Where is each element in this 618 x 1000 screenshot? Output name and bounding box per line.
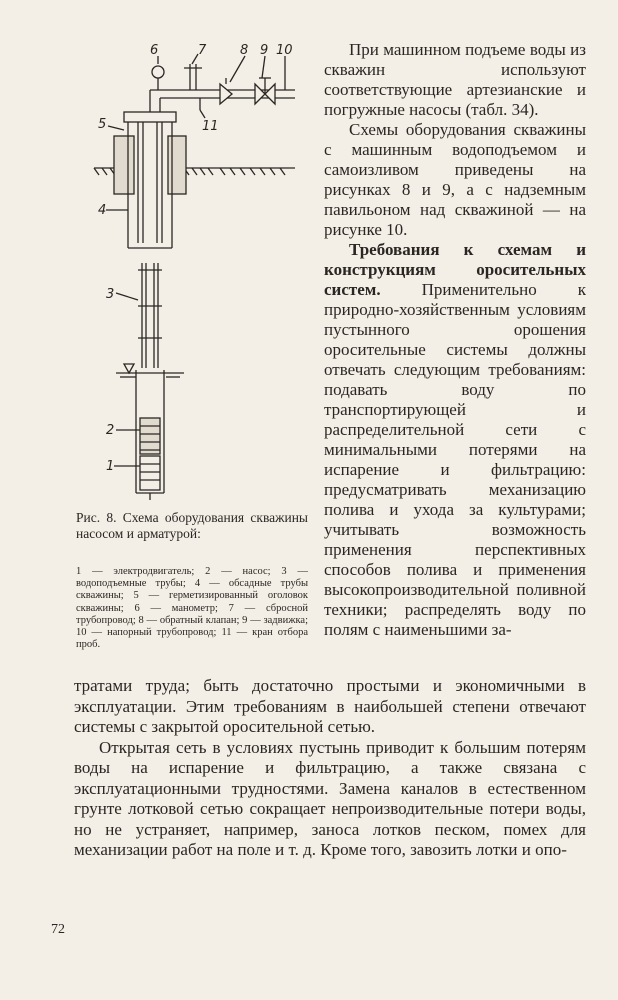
paragraph-open-network: Открытая сеть в условиях пустынь приводит к большим потерям воды на испарение и фильтрацию, а также связана с эксплуатационными трудностями. Замена каналов в естественном грунте лотковой сетью сокращает непроизводительные потери воды, но не устраняет, например, заноса лотков песком, помех для механизации работ на поле и т. д. Кроме того, завозить лотки и опо- (74, 737, 586, 859)
full-width-text (74, 676, 586, 861)
figure-legend: 1 — электродвигатель; 2 — насос; 3 — водоподъемные трубы; 4 — обсадные трубы скважины; 5 — герметизированный оголовок скважины; 6 — манометр; 7 — сбросной трубопровод; 8 — обратный клапан; 9 — задвижка; 10 — напорный трубопровод; 11 — кран отбора проб. (76, 566, 308, 651)
right-column-text (324, 40, 586, 640)
figure-label-2: 2 (106, 423, 115, 438)
figure-label-11: 11 (202, 119, 219, 134)
figure-label-5: 5 (98, 117, 107, 132)
well-equipment-diagram (80, 38, 310, 508)
figure-label-4: 4 (98, 203, 107, 218)
paragraph-continuation: тратами труда; быть достаточно простыми и экономичными в эксплуатации. Этим требованиям в наибольшей степени отвечают системы с закрытой оросительной сетью. (74, 676, 586, 736)
figure-label-3: 3 (106, 287, 115, 302)
requirements-heading: Требования к схемам и конструкциям оросительных систем. (324, 240, 586, 299)
figure-caption: Рис. 8. Схема оборудования скважины насосом и арматурой: (76, 510, 308, 541)
figure-label-10: 10 (276, 43, 293, 58)
paragraph-requirements (324, 240, 586, 640)
figure-label-1: 1 (106, 459, 115, 474)
figure-label-8: 8 (240, 43, 249, 58)
requirements-text: Применительно к природно-хозяйственным условиям пустынного орошения оросительные системы должны отвечать следующим требованиям: подавать воду по транспортирующей и распределительной сети с минимальными потерями на испарение и фильтрацию: предусматривать механизацию полива и ухода за культурами; учитывать возможность применения перспективных способов полива и применения высокопроизводительной поливной техники; распределять воду по полям с наименьшими за- (324, 280, 586, 639)
paragraph-machine-lift: При машинном подъеме воды из скважин используют соответствующие артезианские и погружные насосы (табл. 34). (324, 40, 586, 119)
figure-label-6: 6 (150, 43, 159, 58)
figure-label-7: 7 (198, 43, 207, 58)
page-number: 72 (51, 922, 65, 937)
figure-label-9: 9 (260, 43, 269, 58)
paragraph-equipment-schemes: Схемы оборудования скважины с машинным водоподъемом и самоизливом приведены на рисунках 8 и 9, а с надземным павильоном над скважиной — на рисунке 10. (324, 120, 586, 239)
